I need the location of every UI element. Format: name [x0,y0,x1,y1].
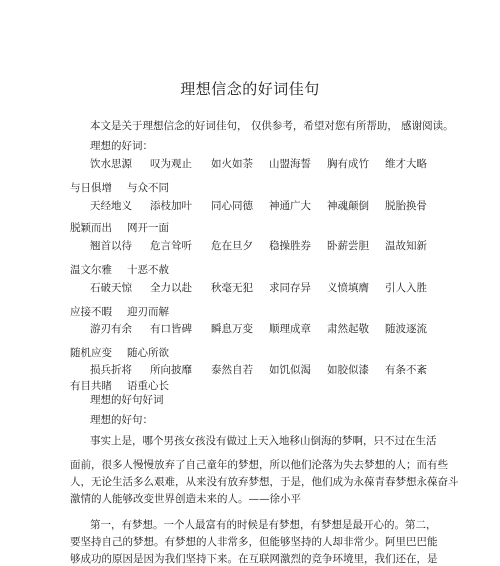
para1-line: 激情的人能够改变世界创造未来的人。——徐小平 [70,493,301,505]
idiom-item: 脱颖而出 [70,222,112,234]
idiom-item: 如火如荼 [211,158,253,170]
para2-line: 够成功的原因是因为我们坚持下来。在互联网激烈的竞争环境里，我们还在，是 [70,553,438,565]
idiom-row [0,183,500,197]
idiom-row [0,241,500,255]
idiom-item: 损兵折将 [90,364,132,376]
idiom-item: 有条不紊 [385,364,427,376]
para1-line: 事实上是，哪个男孩女孩没有做过上天入地移山倒海的梦啊，只不过在生活 [90,435,437,447]
idiom-row [0,348,500,362]
idiom-row [0,381,500,395]
idiom-item: 翘首以待 [90,240,132,252]
idiom-item: 温故知新 [385,240,427,252]
idiom-item: 语重心长 [127,380,169,392]
idiom-row [0,324,500,338]
idiom-item: 添枝加叶 [150,200,192,212]
idiom-item: 网开一面 [127,222,169,234]
idiom-item: 所向披靡 [150,364,192,376]
idiom-row [0,265,500,279]
idiom-item: 游刃有余 [90,323,132,335]
idiom-item: 如饥似渴 [269,364,311,376]
idiom-item: 卧薪尝胆 [327,240,369,252]
idiom-item: 随波逐流 [385,323,427,335]
idiom-item: 神通广大 [269,200,311,212]
idiom-item: 顺理成章 [269,323,311,335]
idiom-item: 如胶似漆 [327,364,369,376]
idiom-item: 有目共睹 [70,380,112,392]
idiom-item: 山盟海誓 [269,158,311,170]
idiom-row [0,307,500,321]
heading-good-sentences-words: 理想的好句好词 [90,394,164,406]
idiom-item: 全力以赴 [150,282,192,294]
idiom-item: 神魂颠倒 [327,200,369,212]
idiom-item: 随机应变 [70,347,112,359]
para2-line: 第一，有梦想。一个人最富有的时候是有梦想，有梦想是最开心的。第二， [90,519,437,531]
para1-line: 人，无论生活多么艰难，从来没有放弃梦想，于是，他们成为永葆青春梦想永葆奋斗 [70,476,459,488]
idiom-item: 引人入胜 [385,282,427,294]
idiom-item: 维才大略 [385,158,427,170]
idiom-row [0,365,500,379]
idiom-item: 饮水思源 [90,158,132,170]
heading-good-sentences: 理想的好句： [90,414,153,426]
idiom-item: 求同存异 [269,282,311,294]
idiom-item: 迎刃而解 [127,306,169,318]
idiom-item: 有口皆碑 [150,323,192,335]
idiom-item: 同心同德 [211,200,253,212]
idiom-row [0,223,500,237]
idiom-item: 与日俱增 [70,182,112,194]
idiom-item: 温文尔雅 [70,264,112,276]
idiom-item: 肃然起敬 [327,323,369,335]
para2-line: 要坚持自己的梦想。有梦想的人非常多，但能够坚持的人却非常少。阿里巴巴能 [70,536,438,548]
idiom-item: 与众不同 [127,182,169,194]
idiom-item: 十恶不赦 [127,264,169,276]
idiom-item: 泰然自若 [211,364,253,376]
para1-line: 面前，很多人慢慢放弃了自己童年的梦想，所以他们沦落为失去梦想的人；而有些 [70,459,448,471]
idiom-item: 秋毫无犯 [211,282,253,294]
idiom-item: 石破天惊 [90,282,132,294]
idiom-item: 瞬息万变 [211,323,253,335]
idiom-item: 应接不暇 [70,306,112,318]
idiom-item: 天经地义 [90,200,132,212]
document-title: 理想信念的好词佳句 [180,80,320,98]
idiom-item: 危在旦夕 [211,240,253,252]
heading-good-words: 理想的好词： [90,140,153,152]
intro-line: 本文是关于理想信念的好词佳句， 仅供参考，希望对您有所帮助， 感谢阅读。 [90,120,454,132]
idiom-row [0,201,500,215]
idiom-item: 叹为观止 [150,158,192,170]
idiom-row [0,159,500,173]
idiom-item: 随心所欲 [127,347,169,359]
idiom-row [0,283,500,297]
idiom-item: 脱胎换骨 [385,200,427,212]
idiom-item: 危言耸听 [150,240,192,252]
idiom-item: 义愤填膺 [327,282,369,294]
idiom-item: 稳操胜券 [269,240,311,252]
idiom-item: 胸有成竹 [327,158,369,170]
